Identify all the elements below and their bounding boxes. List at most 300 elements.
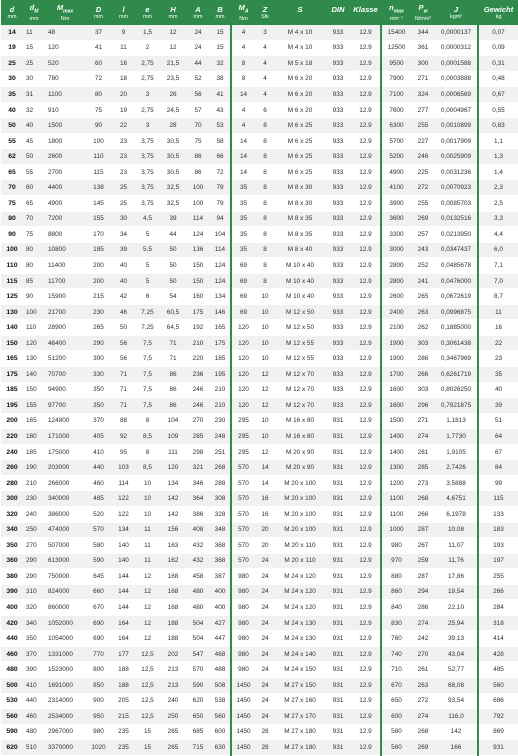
table-cell: 21700: [45, 304, 85, 320]
table-cell: 227: [411, 133, 435, 149]
table-row: [1, 56, 518, 72]
table-cell: 130: [23, 351, 45, 367]
table-cell: 931: [325, 709, 351, 725]
table-cell: 210: [23, 475, 45, 491]
column-unit: mm: [143, 14, 152, 20]
table-cell: 480: [23, 724, 45, 740]
table-cell: 10: [255, 320, 275, 336]
table-cell: 360: [1, 553, 23, 569]
table-cell: 560: [1, 709, 23, 725]
column-header-5: [135, 0, 160, 25]
column-unit: N/mm²: [414, 16, 432, 23]
table-cell: 202: [160, 646, 186, 662]
table-cell: 69: [231, 273, 255, 289]
table-cell: 350: [1, 538, 23, 554]
table-cell: 410: [85, 444, 112, 460]
column-unit: [351, 14, 380, 20]
table-cell: 17,86: [435, 569, 478, 585]
table-cell: 8,5: [135, 429, 160, 445]
table-cell: 400: [210, 600, 231, 616]
table-cell: 324: [411, 87, 435, 103]
table-cell: 321: [186, 460, 210, 476]
table-cell: 268: [411, 724, 435, 740]
table-cell: 44: [160, 227, 186, 243]
table-cell: 4: [255, 56, 275, 72]
table-cell: 25: [112, 180, 135, 196]
table-cell: 0,31: [478, 56, 518, 72]
table-cell: 205: [112, 693, 135, 709]
table-cell: M 20 x 100: [275, 522, 325, 538]
column-unit: [325, 14, 351, 20]
table-cell: 4: [231, 102, 255, 118]
table-cell: M 24 x 120: [275, 584, 325, 600]
table-cell: 142: [435, 724, 478, 740]
table-cell: 6: [135, 289, 160, 305]
table-cell: 364: [186, 491, 210, 507]
table-cell: 285: [186, 429, 210, 445]
table-cell: 1,7730: [435, 429, 478, 445]
table-cell: 140: [23, 367, 45, 383]
table-cell: 30,5: [160, 164, 186, 180]
table-cell: 290: [23, 569, 45, 585]
table-cell: 630: [210, 740, 231, 756]
table-row: [1, 506, 518, 522]
table-cell: 252: [411, 258, 435, 274]
table-cell: 303: [411, 335, 435, 351]
table-cell: 195: [210, 367, 231, 383]
table-cell: 12.9: [351, 196, 381, 212]
table-cell: 24: [255, 631, 275, 647]
table-cell: 12.9: [351, 180, 381, 196]
table-cell: 6300: [381, 118, 411, 134]
table-cell: 263: [411, 304, 435, 320]
table-cell: 410: [23, 677, 45, 693]
table-cell: 2700: [45, 164, 85, 180]
table-cell: 303: [411, 382, 435, 398]
table-cell: 50: [112, 320, 135, 336]
table-cell: 792: [478, 709, 518, 725]
table-cell: 28: [255, 740, 275, 756]
table-cell: 933: [325, 40, 351, 56]
table-cell: M 8 x 40: [275, 242, 325, 258]
table-cell: 71: [112, 398, 135, 414]
table-cell: 931: [325, 615, 351, 631]
table-cell: 480: [1, 662, 23, 678]
table-cell: 3,75: [135, 149, 160, 165]
table-cell: 4: [255, 40, 275, 56]
table-cell: 508: [210, 677, 231, 693]
column-unit: Nm: [60, 16, 70, 23]
table-cell: 15: [210, 25, 231, 40]
table-cell: M 8 x 30: [275, 180, 325, 196]
table-cell: 10: [135, 475, 160, 491]
table-cell: 114: [210, 242, 231, 258]
column-header-8: [210, 0, 231, 25]
table-cell: 950: [85, 709, 112, 725]
table-cell: 80: [85, 87, 112, 103]
table-cell: 79: [210, 196, 231, 212]
table-cell: 4: [231, 25, 255, 40]
table-cell: 246: [411, 149, 435, 165]
table-cell: 24: [255, 553, 275, 569]
table-cell: 2800: [381, 258, 411, 274]
table-cell: 28: [255, 724, 275, 740]
table-cell: 931: [325, 631, 351, 647]
table-cell: 710: [381, 662, 411, 678]
table-cell: 71: [112, 367, 135, 383]
table-cell: 75: [85, 102, 112, 118]
table-cell: 52: [186, 71, 210, 87]
table-cell: 122: [112, 491, 135, 507]
table-cell: 507000: [45, 538, 85, 554]
table-cell: M 16 x 80: [275, 429, 325, 445]
table-cell: 103: [112, 460, 135, 476]
table-cell: 5: [135, 258, 160, 274]
table-cell: 340000: [45, 491, 85, 507]
table-cell: 134: [112, 522, 135, 538]
table-cell: 387: [210, 569, 231, 585]
table-cell: 255: [478, 569, 518, 585]
table-cell: M 27 x 180: [275, 724, 325, 740]
table-cell: 230: [85, 304, 112, 320]
table-cell: 8: [255, 164, 275, 180]
table-cell: 56: [186, 87, 210, 103]
table-cell: 933: [325, 304, 351, 320]
table-cell: M 20 x 110: [275, 538, 325, 554]
table-cell: 274: [411, 709, 435, 725]
table-cell: 12.9: [351, 631, 381, 647]
table-cell: 71: [160, 351, 186, 367]
table-cell: 3: [135, 118, 160, 134]
table-cell: 290: [85, 335, 112, 351]
table-cell: 300: [1, 491, 23, 507]
table-cell: 210: [210, 382, 231, 398]
table-cell: 12.9: [351, 475, 381, 491]
table-cell: 188: [112, 677, 135, 693]
table-row: [1, 304, 518, 320]
table-cell: 46: [112, 304, 135, 320]
table-cell: 12.9: [351, 335, 381, 351]
table-cell: 48: [45, 25, 85, 40]
column-header-7: [186, 0, 210, 25]
table-cell: 670: [85, 600, 112, 616]
table-cell: 485: [478, 662, 518, 678]
table-cell: 24: [255, 709, 275, 725]
table-cell: 980: [231, 584, 255, 600]
table-cell: 70700: [45, 367, 85, 383]
table-cell: 24: [186, 25, 210, 40]
table-row: [1, 522, 518, 538]
table-cell: 670: [381, 677, 411, 693]
table-cell: 88: [112, 413, 135, 429]
table-cell: 7600: [381, 102, 411, 118]
table-cell: 5,5: [135, 242, 160, 258]
table-cell: 931: [325, 584, 351, 600]
table-cell: 100: [1, 242, 23, 258]
table-cell: 11: [478, 304, 518, 320]
table-cell: 52,77: [435, 662, 478, 678]
table-cell: 770: [85, 646, 112, 662]
table-cell: 4: [231, 118, 255, 134]
table-cell: 40: [1, 102, 23, 118]
table-cell: 3600: [381, 211, 411, 227]
table-cell: 5200: [381, 149, 411, 165]
table-cell: 70: [1, 180, 23, 196]
table-cell: 11: [135, 522, 160, 538]
table-cell: 16: [112, 56, 135, 72]
table-cell: 933: [325, 273, 351, 289]
table-cell: 368: [210, 553, 231, 569]
table-cell: 50: [160, 273, 186, 289]
table-cell: 300: [85, 351, 112, 367]
table-row: [1, 398, 518, 414]
table-cell: 2800: [381, 273, 411, 289]
table-cell: 3,75: [135, 180, 160, 196]
table-cell: 120: [231, 335, 255, 351]
column-header-2: [45, 0, 85, 25]
table-cell: 235: [112, 724, 135, 740]
table-cell: 10: [255, 304, 275, 320]
table-cell: 931: [325, 646, 351, 662]
table-cell: 188: [160, 631, 186, 647]
table-cell: 1300: [381, 460, 411, 476]
table-cell: 84: [478, 460, 518, 476]
table-cell: 32,5: [160, 196, 186, 212]
table-cell: 69: [231, 289, 255, 305]
table-cell: 35: [231, 242, 255, 258]
table-cell: 30,5: [160, 133, 186, 149]
table-cell: 150: [186, 258, 210, 274]
table-cell: 12.9: [351, 40, 381, 56]
table-cell: 2600: [45, 149, 85, 165]
table-cell: 10: [255, 335, 275, 351]
column-symbol: M: [238, 2, 245, 12]
table-cell: 120: [231, 398, 255, 414]
table-cell: 12.9: [351, 164, 381, 180]
table-cell: 140: [1, 320, 23, 336]
table-cell: 7,1: [478, 258, 518, 274]
table-cell: 460: [85, 475, 112, 491]
table-cell: 340: [1, 522, 23, 538]
table-cell: 0,0001588: [435, 56, 478, 72]
table-cell: 120: [23, 335, 45, 351]
table-cell: 12.9: [351, 102, 381, 118]
table-cell: 220: [186, 351, 210, 367]
table-cell: 140: [112, 553, 135, 569]
table-cell: 43,04: [435, 646, 478, 662]
table-cell: 271: [411, 413, 435, 429]
column-subscript: max: [393, 8, 404, 15]
table-cell: 215: [112, 709, 135, 725]
table-cell: 11,76: [435, 553, 478, 569]
table-cell: 15: [23, 40, 45, 56]
table-cell: 504: [186, 631, 210, 647]
table-cell: 10: [135, 506, 160, 522]
table-cell: 23: [112, 133, 135, 149]
table-cell: M 12 x 55: [275, 351, 325, 367]
table-cell: 12.9: [351, 273, 381, 289]
table-cell: 86: [160, 382, 186, 398]
table-cell: 30: [23, 71, 45, 87]
table-cell: M 20 x 100: [275, 475, 325, 491]
table-cell: 185: [210, 351, 231, 367]
table-cell: 12.9: [351, 133, 381, 149]
table-cell: 266000: [45, 475, 85, 491]
table-cell: 80: [23, 258, 45, 274]
table-cell: M 4 x 10: [275, 40, 325, 56]
table-cell: 71: [160, 335, 186, 351]
column-symbol: B: [217, 5, 223, 14]
table-cell: 109: [160, 429, 186, 445]
table-cell: 0,1885000: [435, 320, 478, 336]
table-cell: 3,75: [135, 196, 160, 212]
table-cell: 8: [255, 133, 275, 149]
table-cell: 620: [186, 693, 210, 709]
table-cell: 380: [1, 569, 23, 585]
table-cell: 12: [255, 367, 275, 383]
table-cell: 390: [23, 662, 45, 678]
table-cell: M 24 x 140: [275, 646, 325, 662]
table-cell: 361: [411, 40, 435, 56]
table-cell: 12.9: [351, 413, 381, 429]
table-cell: 243: [411, 242, 435, 258]
table-cell: 265: [411, 289, 435, 305]
table-cell: 0,0132516: [435, 211, 478, 227]
table-cell: 933: [325, 56, 351, 72]
table-cell: 75: [1, 196, 23, 212]
table-cell: 0,0010899: [435, 118, 478, 134]
table-cell: 9500: [381, 56, 411, 72]
table-cell: 760: [381, 631, 411, 647]
table-cell: 286: [411, 351, 435, 367]
table-cell: 30: [112, 211, 135, 227]
table-cell: 933: [325, 118, 351, 134]
table-cell: 15: [135, 724, 160, 740]
table-cell: 11: [135, 553, 160, 569]
table-cell: 134: [160, 475, 186, 491]
table-cell: 270: [23, 538, 45, 554]
table-row: [1, 367, 518, 383]
table-cell: 175000: [45, 444, 85, 460]
column-symbol: Gewicht: [483, 5, 514, 14]
table-cell: 16: [255, 506, 275, 522]
table-cell: 60: [23, 180, 45, 196]
table-cell: 0,0070923: [435, 180, 478, 196]
table-cell: 12.9: [351, 646, 381, 662]
table-cell: 241: [411, 273, 435, 289]
table-cell: 193: [478, 538, 518, 554]
table-cell: 1200: [381, 475, 411, 491]
table-cell: 0,83: [478, 118, 518, 134]
table-cell: 860000: [45, 600, 85, 616]
table-cell: 460: [23, 709, 45, 725]
table-cell: 250: [160, 709, 186, 725]
table-cell: 185: [85, 242, 112, 258]
table-cell: 60,5: [160, 304, 186, 320]
table-cell: 12.9: [351, 615, 381, 631]
table-cell: M 27 x 160: [275, 693, 325, 709]
table-cell: 57: [186, 102, 210, 118]
table-cell: 8: [255, 149, 275, 165]
table-cell: 4400: [45, 180, 85, 196]
table-cell: 7,5: [135, 367, 160, 383]
table-cell: 390: [1, 584, 23, 600]
table-cell: 20: [112, 87, 135, 103]
table-row: [1, 71, 518, 87]
table-cell: 980: [231, 600, 255, 616]
table-cell: 80: [23, 242, 45, 258]
table-cell: 155: [23, 398, 45, 414]
table-cell: 272: [411, 693, 435, 709]
table-cell: 1,1813: [435, 413, 478, 429]
table-cell: 120: [231, 382, 255, 398]
table-cell: 440: [23, 693, 45, 709]
table-cell: 1052000: [45, 615, 85, 631]
table-cell: 86: [160, 367, 186, 383]
table-cell: 933: [325, 320, 351, 336]
table-cell: 1900: [381, 335, 411, 351]
table-cell: 12.9: [351, 444, 381, 460]
table-cell: 931: [325, 444, 351, 460]
table-cell: 85: [23, 273, 45, 289]
column-symbol: Klasse: [353, 5, 378, 14]
table-cell: 24: [186, 40, 210, 56]
table-cell: M 24 x 130: [275, 631, 325, 647]
table-cell: 70: [186, 118, 210, 134]
table-cell: 55: [1, 133, 23, 149]
table-cell: 7,25: [135, 304, 160, 320]
table-cell: 750000: [45, 569, 85, 585]
table-cell: 20: [255, 538, 275, 554]
table-cell: 370: [23, 646, 45, 662]
table-cell: 50: [1, 118, 23, 134]
table-cell: 25: [23, 56, 45, 72]
table-cell: 51200: [45, 351, 85, 367]
table-cell: 9: [112, 25, 135, 40]
table-cell: 7,5: [135, 398, 160, 414]
table-cell: 11700: [45, 273, 85, 289]
table-cell: 288: [210, 475, 231, 491]
table-cell: 40: [112, 273, 135, 289]
table-cell: 780: [45, 71, 85, 87]
table-cell: 2,3: [478, 180, 518, 196]
table-cell: 160: [186, 289, 210, 305]
table-cell: 70: [23, 211, 45, 227]
table-cell: 72: [210, 164, 231, 180]
table-cell: 408: [186, 522, 210, 538]
table-cell: 980: [231, 569, 255, 585]
table-cell: 420: [1, 615, 23, 631]
table-cell: 43: [210, 102, 231, 118]
table-cell: 165: [210, 320, 231, 336]
table-cell: 570: [85, 522, 112, 538]
table-cell: 90: [23, 289, 45, 305]
table-cell: 14: [231, 87, 255, 103]
table-cell: 71: [112, 382, 135, 398]
table-row: [1, 382, 518, 398]
table-row: [1, 693, 518, 709]
table-cell: 240: [1, 444, 23, 460]
table-cell: 560: [381, 740, 411, 756]
table-cell: 8: [255, 118, 275, 134]
table-cell: 53: [210, 118, 231, 134]
table-cell: 12.9: [351, 242, 381, 258]
table-cell: M 6 x 20: [275, 87, 325, 103]
table-cell: 570: [231, 460, 255, 476]
table-cell: 350: [85, 382, 112, 398]
table-cell: 8: [255, 258, 275, 274]
table-cell: 980: [85, 724, 112, 740]
